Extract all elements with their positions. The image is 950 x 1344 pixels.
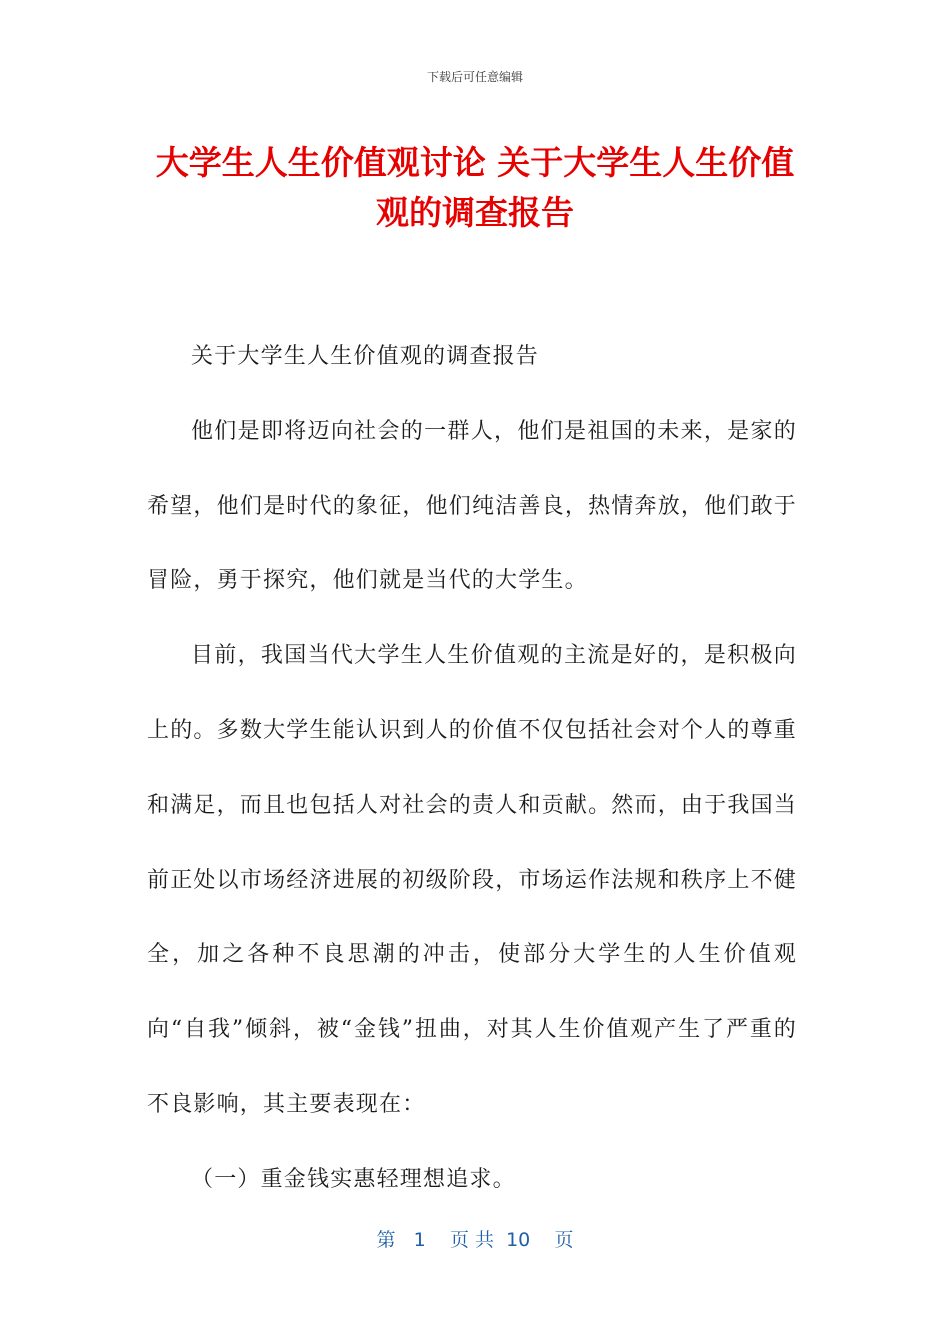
footer-middle: 页 共 (449, 1229, 494, 1251)
footer-total-pages: 10 (506, 1229, 531, 1251)
paragraph-subtitle: 关于大学生人生价值观的调查报告 (191, 344, 540, 369)
document-title: 大学生人生价值观讨论 关于大学生人生价值观的调查报告 (155, 143, 795, 232)
footer-current-page: 1 (413, 1229, 426, 1251)
document-body (147, 320, 797, 1218)
footer-prefix: 第 (376, 1229, 396, 1251)
paragraph-section-heading: （一）重金钱实惠轻理想追求。 (191, 1166, 516, 1192)
page-footer (0, 1225, 950, 1252)
paragraph-intro: 他们是即将迈向社会的一群人，他们是祖国的未来，是家的希望，他们是时代的象征，他们纯洁善良，热情奔放，他们敢于冒险，勇于探究，他们就是当代的大学生。 (147, 418, 797, 594)
footer-suffix: 页 (554, 1229, 574, 1251)
paragraph-main: 目前，我国当代大学生人生价值观的主流是好的，是积极向上的。多数大学生能认识到人的价值不仅包括社会对个人的尊重和满足，而且也包括人对社会的责人和贡献。然而，由于我国当前正处以市场经济进展的初级阶段，市场运作法规和秩序上不健全，加之各种不良思潮的冲击，使部分大学生的人生价值观向“自我”倾斜，被“金钱”扭曲，对其人生价值观产生了严重的不良影响，其主要表现在： (147, 643, 797, 1117)
header-note: 下载后可任意编辑 (426, 70, 523, 84)
